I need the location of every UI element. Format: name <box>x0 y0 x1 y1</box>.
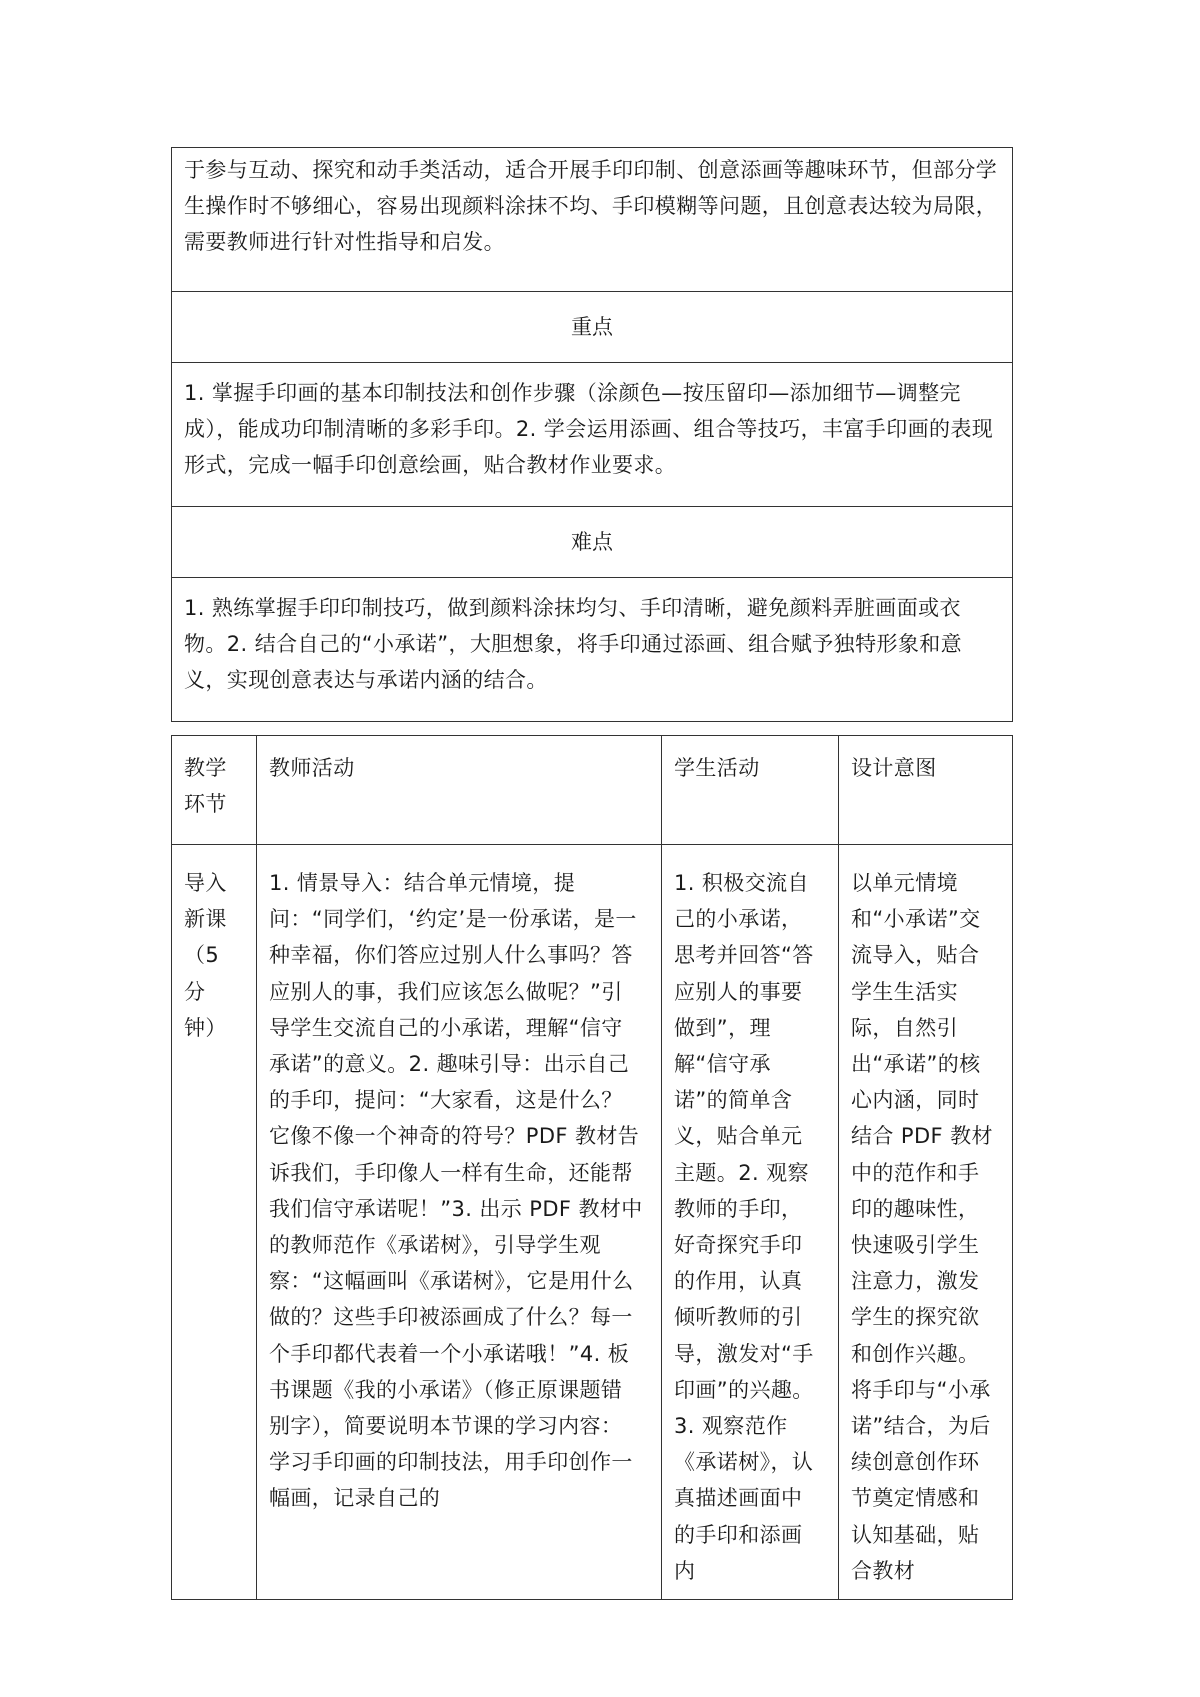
student-activity-text: 1. 积极交流自己的小承诺，思考并回答“答应别人的事要做到”，理解“信守承诺”的简单含义，贴合单元主题。2. 观察教师的手印，好奇探究手印的作用，认真倾听教师的引导，激发对“手印画”的兴趣。3. 观察范作《承诺树》，认真描述画面中的手印和添画内 <box>674 871 814 1583</box>
header-stage-cell <box>172 736 257 845</box>
teacher-activity-cell <box>257 845 662 1600</box>
student-activity-cell <box>662 845 839 1600</box>
key-points-heading-row <box>172 292 1013 363</box>
process-header-row <box>172 736 1013 845</box>
teacher-activity-text: 1. 情景导入：结合单元情境，提问：“同学们，‘约定’是一份承诺，是一种幸福，你们答应过别人什么事吗？答应别人的事，我们应该怎么做呢？”引导学生交流自己的小承诺，理解“信守承诺”的意义。2. 趣味引导：出示自己的手印，提问：“大家看，这是什么？它像不像一个神奇的符号？PDF 教材告诉我们，手印像人一样有生命，还能帮我们信守承诺呢！”3. 出示 PDF 教材中的教师范作《承诺树》，引导学生观察：“这幅画叫《承诺树》，它是用什么做的？这些手印被添画成了什么？每一个手印都代表着一个小承诺哦！”4. 板书课题《我的小承诺》（修正原课题错别字），简要说明本节课的学习内容：学习手印画的印制技法，用手印创作一幅画，记录自己的 <box>269 871 643 1511</box>
key-points-heading: 重点 <box>571 315 613 339</box>
difficult-points-cell <box>172 578 1013 722</box>
key-points-row <box>172 363 1013 507</box>
header-student: 学生活动 <box>674 756 760 780</box>
key-points-cell <box>172 363 1013 507</box>
stage-text: 导入 新课 （5 分 钟） <box>184 871 227 1040</box>
stage-cell <box>172 845 257 1600</box>
key-points-heading-cell <box>172 292 1013 363</box>
header-teacher: 教师活动 <box>269 756 355 780</box>
key-points-text: 1. 掌握手印画的基本印制技法和创作步骤（涂颜色—按压留印—添加细节—调整完成），能成功印制清晰的多彩手印。2. 学会运用添画、组合等技巧，丰富手印画的表现形式，完成一幅手印创意绘画，贴合教材作业要求。 <box>184 381 994 477</box>
header-teacher-cell <box>257 736 662 845</box>
difficult-points-heading-cell <box>172 507 1013 578</box>
analysis-cell <box>172 148 1013 292</box>
difficult-points-row <box>172 578 1013 722</box>
analysis-text: 于参与互动、探究和动手类活动，适合开展手印印制、创意添画等趣味环节，但部分学生操作时不够细心，容易出现颜料涂抹不均、手印模糊等问题，且创意表达较为局限，需要教师进行针对性指导和启发。 <box>184 158 998 254</box>
header-design: 设计意图 <box>851 756 937 780</box>
summary-table <box>171 147 1013 722</box>
difficult-points-text: 1. 熟练掌握手印印制技巧，做到颜料涂抹均匀、手印清晰，避免颜料弄脏画面或衣物。2. 结合自己的“小承诺”，大胆想象，将手印通过添画、组合赋予独特形象和意义，实现创意表达与承诺内涵的结合。 <box>184 596 963 692</box>
header-student-cell <box>662 736 839 845</box>
header-stage: 教学 环节 <box>184 756 227 816</box>
header-design-cell <box>839 736 1013 845</box>
process-table <box>171 735 1013 1600</box>
difficult-points-heading: 难点 <box>571 530 613 554</box>
analysis-row <box>172 148 1013 292</box>
difficult-points-heading-row <box>172 507 1013 578</box>
table-row <box>172 845 1013 1600</box>
design-intent-text: 以单元情境和“小承诺”交流导入，贴合学生生活实际，自然引出“承诺”的核心内涵，同时结合 PDF 教材中的范作和手印的趣味性，快速吸引学生注意力，激发学生的探究欲和创作兴趣。将手印与“小承诺”结合，为后续创意创作环节奠定情感和认知基础，贴合教材 <box>851 871 993 1583</box>
design-intent-cell <box>839 845 1013 1600</box>
